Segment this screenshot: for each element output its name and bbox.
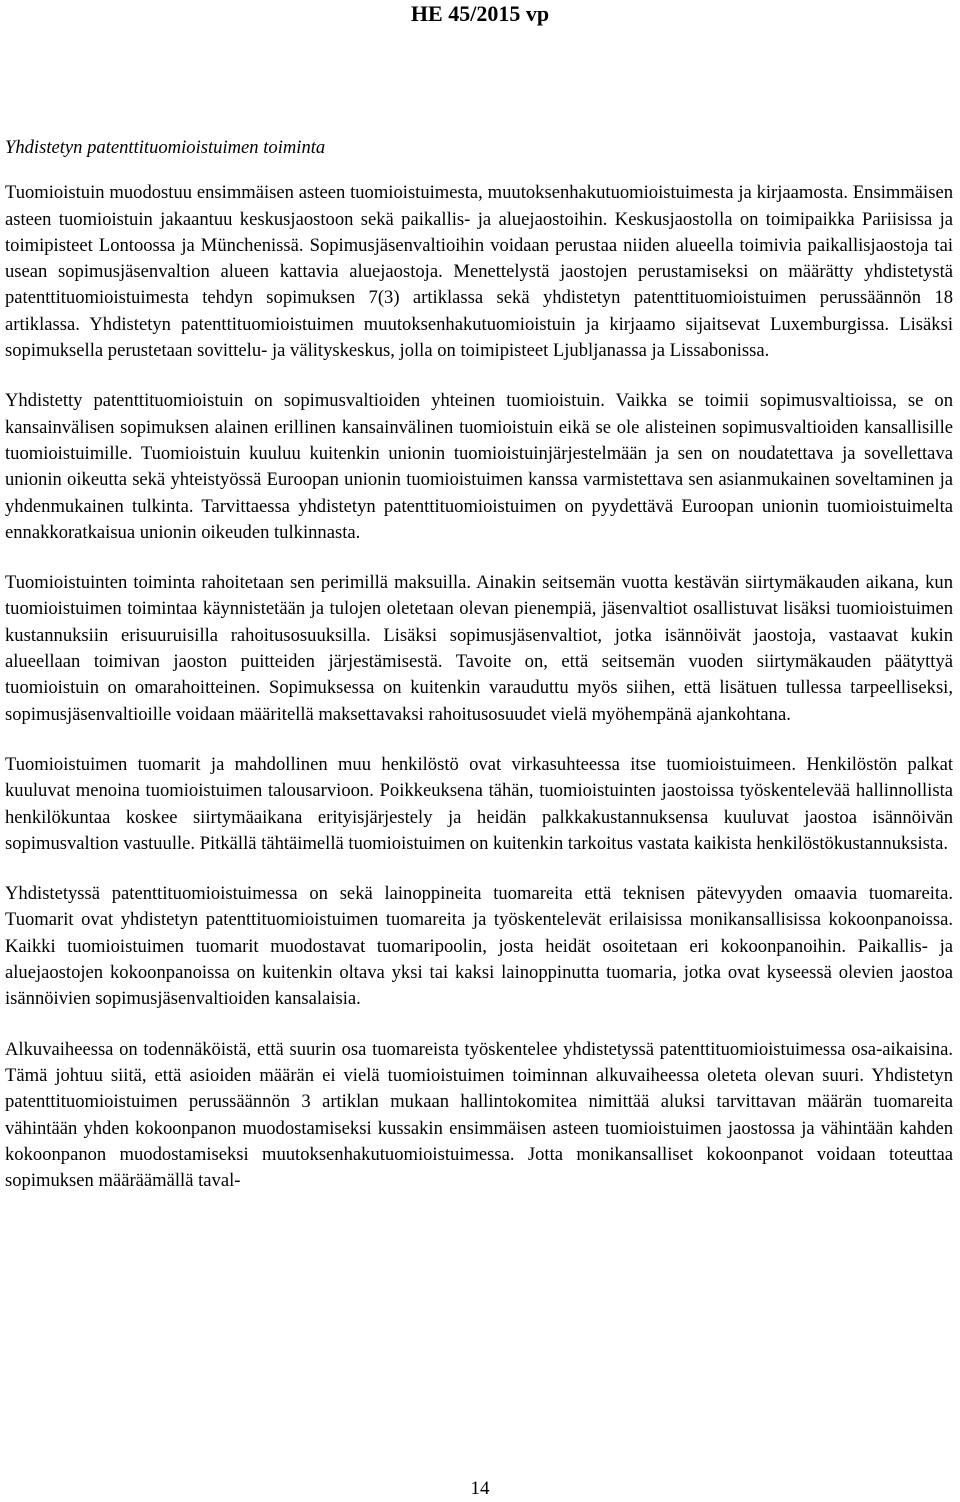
paragraph-court-structure: Tuomioistuin muodostuu ensimmäisen asteen tuomioistuimesta, muutoksenhakutuomioistuimesta ja kirjaamosta. Ensimmäisen asteen tuomioistuin jakaantuu keskusjaostoon sekä paikallis- ja aluejaostoihin. Keskusjaostolla on toimipaikka Pariisissa ja toimipisteet Lontoossa ja Münchenissä. Sopimusjäsenvaltioihin voidaan perustaa niiden alueella toimivia paikallisjaostoja tai usean sopimusjäsenvaltion alueen kattavia aluejaostoja. Menettelystä jaostojen perustamiseksi on määrätty yhdistetystä patenttituomioistuimesta tehdyn sopimuksen 7(3) artiklassa sekä yhdistetyn patenttituomioistuimen perussäännön 18 artiklassa. Yhdistetyn patenttituomioistuimen muutoksenhakutuomioistuin ja kirjaamo sijaitsevat Luxemburgissa. Lisäksi sopimuksella perustetaan sovittelu- ja välityskeskus, jolla on toimipisteet Ljubljanassa ja Lissabonissa. bbox=[5, 182, 953, 362]
document-body bbox=[5, 135, 953, 1218]
paragraph-judges: Yhdistetyssä patenttituomioistuimessa on sekä lainoppineita tuomareita että teknisen pätevyyden omaavia tuomareita. Tuomarit ovat yhdistetyn patenttituomioistuimen tuomareita ja työskentelevät erilaisissa monikansallisissa kokoonpanoissa. Kaikki tuomioistuimen tuomarit muodostavat tuomaripoolin, josta heidät osoitetaan eri kokoonpanoihin. Paikallis- ja aluejaostojen kokoonpanoissa on kuitenkin oltava yksi tai kaksi lainoppinutta tuomaria, jotka ovat kyseessä olevien jaostoa isännöivien sopimusjäsenvaltioiden kansalaisia. bbox=[5, 883, 953, 1010]
paragraph-initial-phase: Alkuvaiheessa on todennäköistä, että suurin osa tuomareista työskentelee yhdistetyssä patenttituomioistuimessa osa-aikaisina. Tämä johtuu siitä, että asioiden määrän ei vielä tuomioistuimen toiminnan alkuvaiheessa oleteta olevan suuri. Yhdistetyn patenttituomioistuimen perussäännön 3 artiklan mukaan hallintokomitea nimittää aluksi tarvittavan määrän tuomareita vähintään yhden kokoonpanon muodostamiseksi kussakin ensimmäisen asteen tuomioistuimen jaostossa ja vähintään kahden kokoonpanon muodostamiseksi muutoksenhakutuomioistuimessa. Jotta monikansalliset kokoonpanot voidaan toteuttaa sopimuksen määräämällä taval- bbox=[5, 1038, 953, 1192]
paragraph-court-status: Yhdistetty patenttituomioistuin on sopimusvaltioiden yhteinen tuomioistuin. Vaikka se toimii sopimusvaltioissa, se on kansainvälisen sopimuksen alainen erillinen kansainvälinen tuomioistuin eikä se ole alisteinen sopimusvaltioiden kansallisille tuomioistuimille. Tuomioistuin kuuluu kuitenkin unionin tuomioistuinjärjestelmään ja sen on noudatettava ja sovellettava unionin oikeutta sekä yhteistyössä Euroopan unionin tuomioistuimen kanssa varmistettava sen asianmukainen soveltaminen ja yhdenmukainen tulkinta. Tarvittaessa yhdistetyn patenttituomioistuimen on pyydettävä Euroopan unionin tuomioistuimelta ennakkoratkaisua unionin oikeuden tulkinnasta. bbox=[5, 390, 953, 543]
page-number: 14 bbox=[470, 1478, 490, 1499]
paragraph-court-staff: Tuomioistuimen tuomarit ja mahdollinen muu henkilöstö ovat virkasuhteessa itse tuomioistuimeen. Henkilöstön palkat kuuluvat menoina tuomioistuimen talousarvioon. Poikkeuksena tähän, tuomioistuinten jaostoissa työskentelevää hallinnollista henkilökuntaa koskee siirtymäaikana erityisjärjestely ja heidän palkkakustannuksensa kuuluvat jaostoa isännöivän sopimusvaltion vastuulle. Pitkällä tähtäimellä tuomioistuimen on kuitenkin tarkoitus vastata kaikista henkilöstökustannuksista. bbox=[5, 753, 953, 854]
document-id-header: HE 45/2015 vp bbox=[410, 1, 550, 26]
paragraph-court-funding: Tuomioistuinten toiminta rahoitetaan sen perimillä maksuilla. Ainakin seitsemän vuotta kestävän siirtymäkauden aikana, kun tuomioistuimen toimintaa käynnistetään ja tulojen oletetaan olevan pienempiä, jäsenvaltiot osallistuvat lisäksi tuomioistuimen kustannuksiin erisuuruisilla rahoitusosuuksilla. Lisäksi sopimusjäsenvaltiot, jotka isännöivät jaostoja, vastaavat kukin alueellaan toimivan jaoston puitteiden järjestämisestä. Tavoite on, että seitsemän vuoden siirtymäkauden päätyttyä tuomioistuin on omarahoitteinen. Sopimuksessa on kuitenkin varauduttu myös siihen, että lisätuen tullessa tarpeelliseksi, sopimusjäsenvaltioille voidaan määritellä maksettavaksi rahoitusosuudet vielä myöhempänä ajankohtana. bbox=[5, 572, 953, 725]
section-title: Yhdistetyn patenttituomioistuimen toiminta bbox=[5, 137, 326, 158]
